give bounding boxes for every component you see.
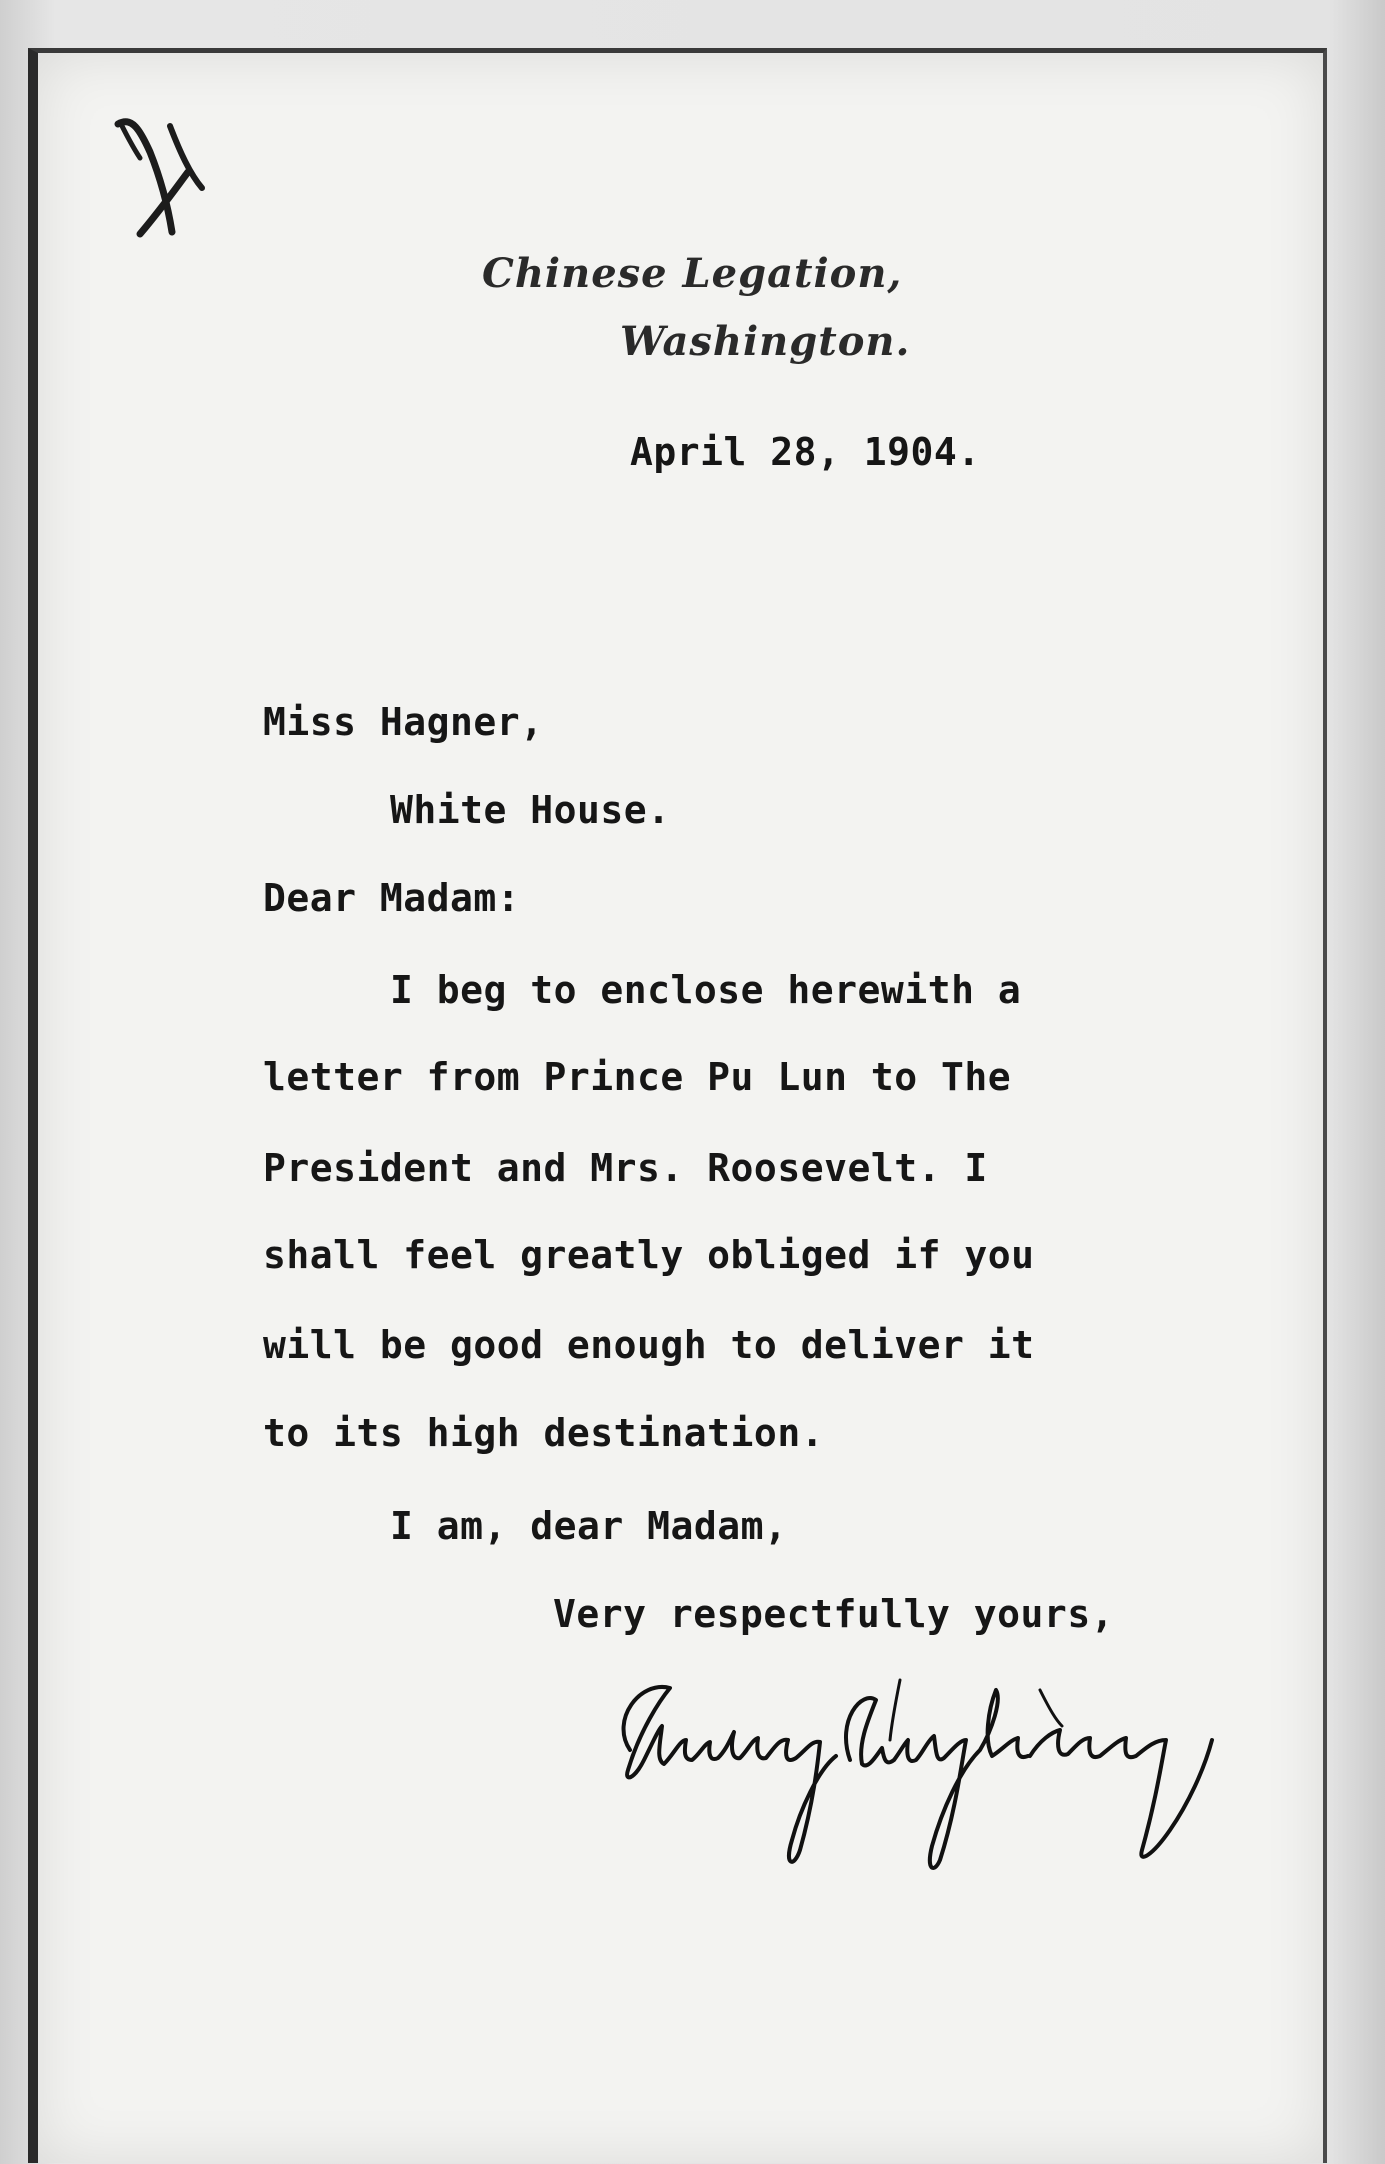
handwritten-signature: [600, 1660, 1280, 1880]
body-line: will be good enough to deliver it: [263, 1323, 1035, 1367]
body-line: to its high destination.: [263, 1411, 825, 1455]
letterhead-legation: Chinese Legation,: [482, 250, 903, 297]
handwritten-x-mark: [110, 112, 210, 242]
body-line: I beg to enclose herewith a: [390, 968, 1022, 1012]
recipient-address: White House.: [390, 788, 671, 832]
body-line: letter from Prince Pu Lun to The: [263, 1055, 1012, 1099]
body-line: shall feel greatly obliged if you: [263, 1233, 1035, 1277]
body-line: President and Mrs. Roosevelt. I: [263, 1146, 988, 1190]
letter-date: April 28, 1904.: [630, 430, 981, 474]
closing-line: Very respectfully yours,: [553, 1592, 1115, 1636]
closing-line: I am, dear Madam,: [390, 1504, 788, 1548]
salutation: Dear Madam:: [263, 876, 521, 920]
recipient-name: Miss Hagner,: [263, 700, 544, 744]
letterhead-city: Washington.: [620, 318, 911, 365]
